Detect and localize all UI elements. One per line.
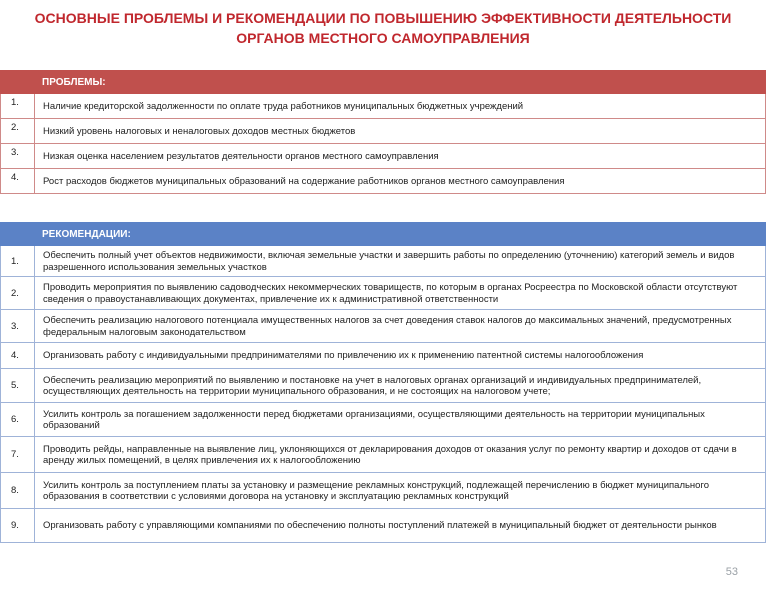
- recommendations-section: [0, 222, 766, 543]
- recommendation-text: Обеспечить реализацию мероприятий по выявлению и постановке на учет в налоговых органах организаций и индивидуальных предпринимателей, осуществляющих деятельность на территории муниципального образования, и не состоящих на налоговом учете;: [43, 374, 702, 397]
- problem-row-4: [0, 169, 766, 194]
- recommendation-text: Проводить рейды, направленные на выявление лиц, уклоняющихся от декларирования доходов от оказания услуг по ремонту квартир и доходов от сдачи в аренду жилых помещений, в целях привлечения их к налогообложению: [43, 443, 737, 466]
- problem-row-1: [0, 94, 766, 119]
- recommendation-number: 4.: [1, 343, 35, 368]
- problem-number: 1.: [1, 94, 35, 118]
- recommendation-row-2: [0, 277, 766, 310]
- page-number: 53: [725, 566, 738, 578]
- recommendation-row-4: [0, 343, 766, 369]
- recommendations-header: РЕКОМЕНДАЦИИ:: [0, 222, 766, 246]
- recommendation-row-3: [0, 310, 766, 343]
- page-title-line-1: ОСНОВНЫЕ ПРОБЛЕМЫ И РЕКОМЕНДАЦИИ ПО ПОВЫШЕНИЮ ЭФФЕКТИВНОСТИ ДЕЯТЕЛЬНОСТИ: [34, 10, 732, 26]
- recommendation-number: 6.: [1, 403, 35, 436]
- problem-number: 3.: [1, 144, 35, 168]
- recommendation-row-7: [0, 437, 766, 473]
- problems-section: [0, 70, 766, 194]
- page-title-line-2: ОРГАНОВ МЕСТНОГО САМОУПРАВЛЕНИЯ: [236, 30, 530, 46]
- problem-text: Низкий уровень налоговых и неналоговых доходов местных бюджетов: [43, 125, 356, 137]
- problem-text: Низкая оценка населением результатов деятельности органов местного самоуправления: [43, 150, 439, 162]
- recommendation-text: Обеспечить реализацию налогового потенциала имущественных налогов за счет доведения ставок налогов до максимальных значений, предусмотренных федеральным налоговым законодательством: [43, 315, 732, 338]
- problems-header: ПРОБЛЕМЫ:: [0, 70, 766, 94]
- recommendation-number: 2.: [1, 277, 35, 309]
- recommendation-number: 7.: [1, 437, 35, 472]
- problem-text: Наличие кредиторской задолженности по оплате труда работников муниципальных бюджетных учреждений: [43, 100, 524, 112]
- recommendation-number: 3.: [1, 310, 35, 342]
- recommendation-number: 8.: [1, 473, 35, 508]
- recommendation-text: Обеспечить полный учет объектов недвижимости, включая земельные участки и завершить работы по определению (уточнению) категорий земель и видов разрешенного использования земельных участков: [43, 250, 735, 273]
- recommendation-number: 1.: [1, 246, 35, 276]
- page-title: [30, 8, 736, 48]
- recommendation-number: 5.: [1, 369, 35, 402]
- recommendation-row-1: [0, 246, 766, 277]
- problem-text: Рост расходов бюджетов муниципальных образований на содержание работников органов местного самоуправления: [43, 175, 565, 187]
- recommendation-text: Организовать работу с управляющими компаниями по обеспечению полноты поступлений платежей в муниципальный бюджет от деятельности рынков: [43, 520, 717, 532]
- recommendation-row-9: [0, 509, 766, 543]
- recommendation-text: Усилить контроль за поступлением платы за установку и размещение рекламных конструкций, подлежащей перечислению в бюджет муниципального образования в соответствии с условиями договора на установку и эксплуатацию рекламных конструкций: [43, 479, 710, 502]
- problem-number: 2.: [1, 119, 35, 143]
- problem-row-2: [0, 119, 766, 144]
- recommendation-text: Усилить контроль за погашением задолженности перед бюджетами организациями, осуществляющими деятельность на территории муниципальных образований: [43, 408, 705, 431]
- recommendation-row-8: [0, 473, 766, 509]
- recommendation-number: 9.: [1, 509, 35, 542]
- recommendation-row-5: [0, 369, 766, 403]
- recommendation-text: Проводить мероприятия по выявлению садоводческих некоммерческих товариществ, по которым в органах Росреестра по Московской области отсутствуют сведения о правоустанавливающих документах, привлечение их к административной ответственности: [43, 282, 738, 305]
- problem-row-3: [0, 144, 766, 169]
- problem-number: 4.: [1, 169, 35, 193]
- recommendation-text: Организовать работу с индивидуальными предпринимателями по привлечению их к применению патентной системы налогообложения: [43, 350, 644, 362]
- recommendation-row-6: [0, 403, 766, 437]
